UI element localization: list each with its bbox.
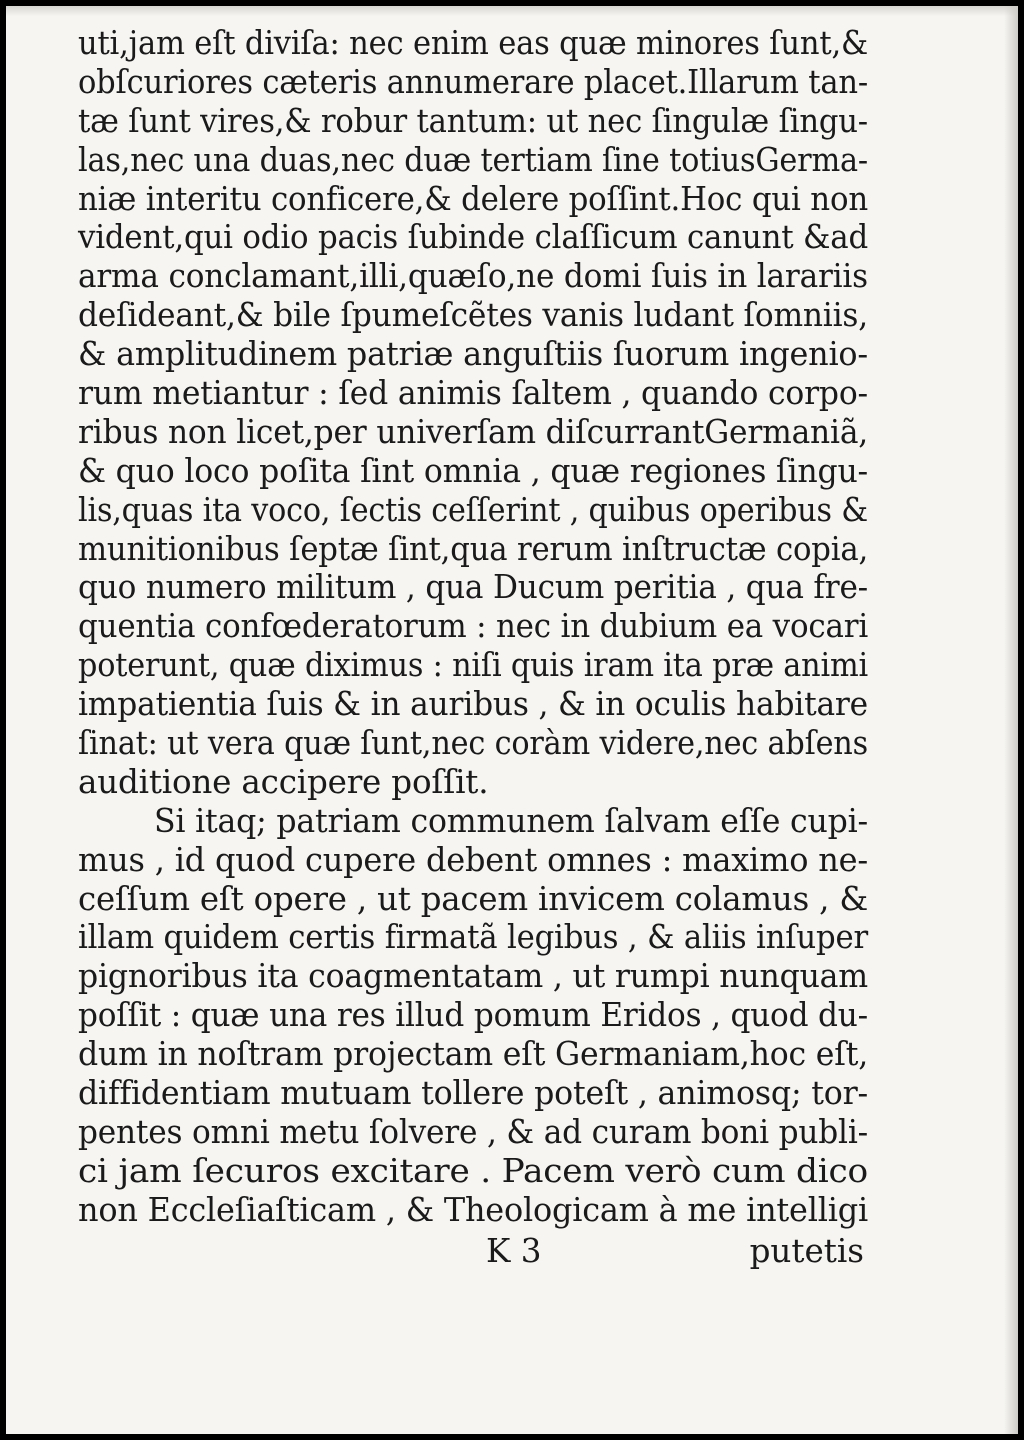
text-line: auditione accipere poſſit. — [78, 762, 489, 801]
paragraph-first-line: Si itaq; patriam communem ſalvam eſſe cupi- — [154, 801, 868, 840]
text-line: lis,quas ita voco, ſectis ceſſerint , quibus operibus & — [78, 490, 868, 529]
text-line: pignoribus ita coagmentatam , ut rumpi nunquam — [78, 957, 868, 996]
book-page — [6, 6, 1018, 1434]
text-line: niæ interitu conficere,& delere poſſint.Hoc qui non — [78, 179, 868, 218]
text-line: quo numero militum , qua Ducum peritia , qua fre- — [78, 568, 869, 607]
text-line: illam quidem certis firmatã legibus , & aliis inſuper — [78, 918, 868, 957]
body-text — [78, 24, 868, 1230]
text-line: poſſit : quæ una res illud pomum Eridos , quod du- — [78, 996, 868, 1035]
signature-mark: K 3 — [486, 1232, 542, 1270]
text-line: uti,jam eſt diviſa: nec enim eas quæ minores ſunt,& — [78, 24, 868, 62]
text-line: obſcuriores cæteris annumerare placet.Illarum tan- — [78, 62, 868, 101]
catchword: putetis — [749, 1232, 864, 1270]
text-line: ceſſum eſt opere , ut pacem invicem colamus , & — [78, 879, 869, 918]
text-line: quentia confœderatorum : nec in dubium ea vocari — [78, 607, 869, 646]
text-line: vident,qui odio pacis ſubinde claſſicum canunt &ad — [78, 218, 868, 257]
text-line: pentes omni metu ſolvere , & ad curam boni publi- — [78, 1112, 868, 1151]
text-line: ribus non licet,per univerſam diſcurrantGermaniã, — [78, 412, 869, 451]
text-line: tæ ſunt vires,& robur tantum: ut nec ſingulæ ſingu- — [78, 101, 868, 140]
text-line: munitionibus ſeptæ ſint,qua rerum inſtructæ copia, — [78, 529, 869, 568]
page-top-shadow — [6, 6, 1018, 16]
text-line: poterunt, quæ diximus : niſi quis iram ita præ animi — [78, 646, 868, 685]
text-line: non Eccleſiaſticam , & Theologicam à me intelligi — [78, 1190, 868, 1229]
page-right-shadow — [1004, 6, 1018, 1434]
text-line: deſideant,& bile ſpumeſcẽtes vanis ludant ſomniis, — [78, 296, 868, 335]
text-line: impatientia ſuis & in auribus , & in oculis habitare — [78, 685, 868, 724]
text-line: ſinat: ut vera quæ ſunt,nec coràm videre,nec abſens — [78, 724, 868, 763]
text-line: mus , id quod cupere debent omnes : maximo ne- — [78, 840, 869, 879]
text-line: rum metiantur : ſed animis ſaltem , quando corpo- — [78, 374, 868, 413]
text-line: las,nec una duas,nec duæ tertiam ſine totiusGerma- — [78, 140, 868, 179]
text-line: diffidentiam mutuam tollere poteſt , animosq; tor- — [78, 1074, 868, 1113]
text-line: ci jam ſecuros excitare . Pacem verò cum dico — [78, 1151, 868, 1190]
text-line: & amplitudinem patriæ anguſtiis ſuorum ingenio- — [78, 335, 868, 374]
text-line: arma conclamant,illi,quæſo,ne domi ſuis in larariis — [78, 257, 868, 296]
text-line: & quo loco poſita ſint omnia , quæ regiones ſingu- — [78, 451, 869, 490]
page-footer — [78, 1232, 868, 1272]
text-line: dum in noſtram projectam eſt Germaniam,hoc eſt, — [78, 1035, 869, 1074]
